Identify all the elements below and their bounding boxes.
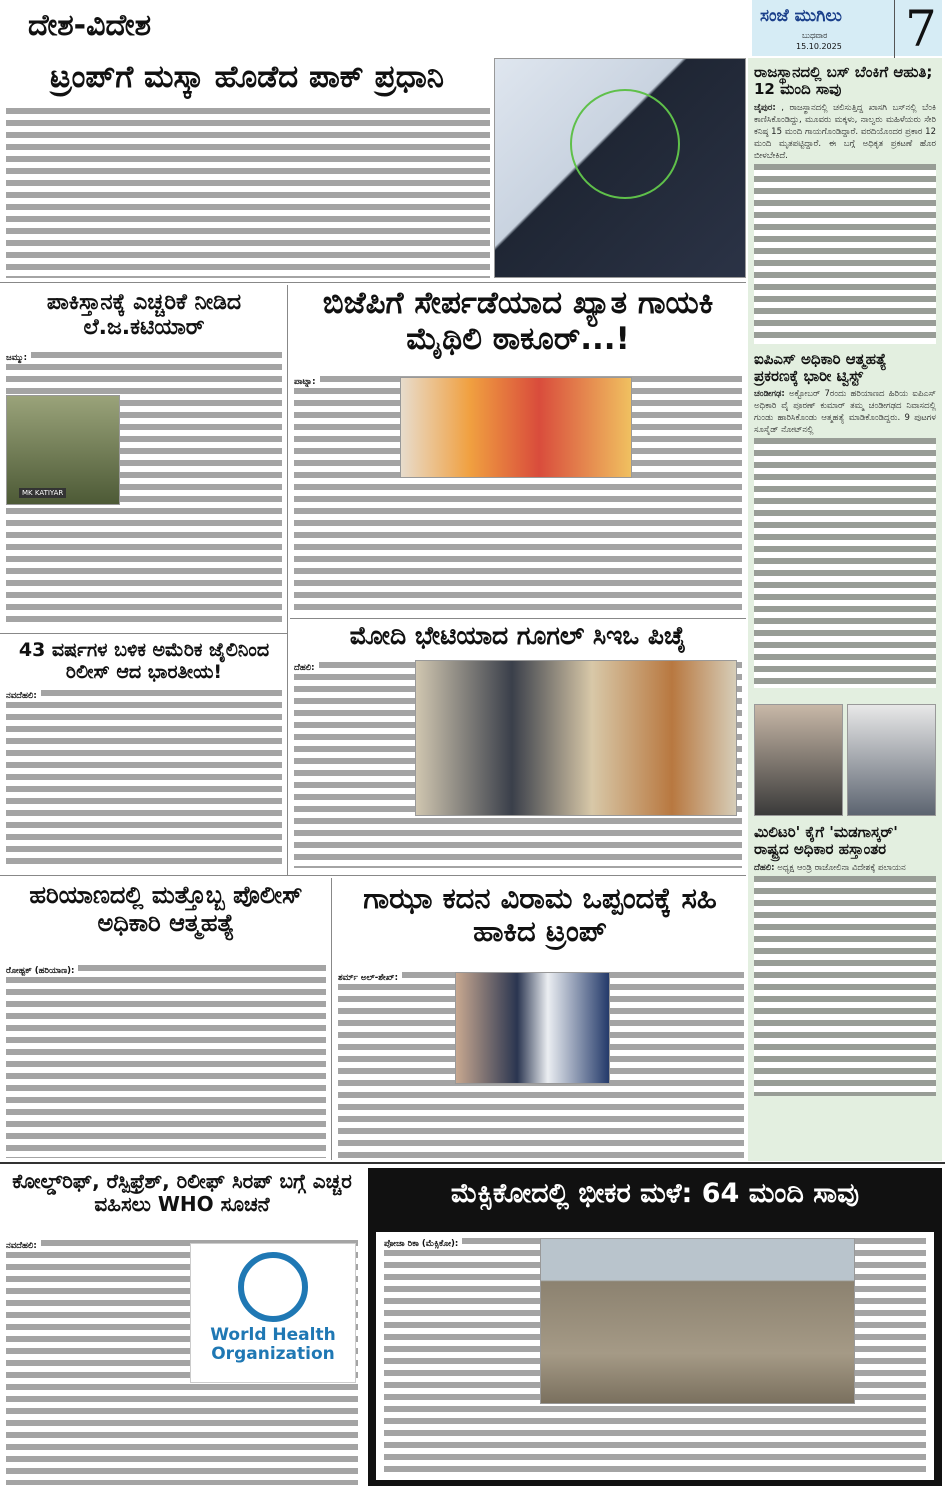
trump-headline: ಟ್ರಂಪ್‌ಗೆ ಮಸ್ಕಾ ಹೊಡೆದ ಪಾಕ್ ಪ್ರಧಾನಿ (49, 59, 445, 95)
mexico-dateline: ಪೋಜಾ ರಿಕಾ (ಮೆಕ್ಸಿಕೋ): (384, 1238, 462, 1250)
gaza-signing-photo (455, 972, 610, 1084)
haryana-dateline: ರೋಹ್ಟಕ್ (ಹರಿಯಾಣ): (6, 965, 78, 977)
page-number: 7 (894, 0, 937, 58)
officer-photo-2 (847, 704, 936, 816)
haryana-headline: ಹರಿಯಾಣದಲ್ಲಿ ಮತ್ತೊಬ್ಬ ಪೊಲೀಸ್ ಅಧಿಕಾರಿ ಆತ್ಮಹತ್ಯೆ (29, 881, 303, 937)
syrup-dateline: ನವದೆಹಲಿ: (6, 1240, 41, 1252)
masthead (752, 0, 942, 56)
haryana-body (6, 965, 326, 1158)
flood-photo (540, 1238, 855, 1404)
rajasthan-body (754, 102, 936, 347)
bjp-headline: ಬಿಜೆಪಿಗೆ ಸೇರ್ಪಡೆಯಾದ ಖ್ಯಾತ ಗಾಯಕಿ ಮೈಥಿಲಿ ಠಾಕೂರ್...! (322, 285, 714, 357)
google-headline: ಮೋದಿ ಭೇಟಿಯಾದ ಗೂಗಲ್ ಸಿಇಒ ಪಿಚೈ (349, 621, 687, 650)
madagascar-body (754, 862, 936, 1102)
katiyar-caption: MK KATIYAR (19, 488, 66, 498)
issue-date: 15.10.2025 (796, 42, 842, 51)
modi-pichai-photo (415, 660, 737, 816)
madagascar-headline: ಮಿಲಿಟರಿ' ಕೈಗೆ 'ಮಡಗಾಸ್ಕರ್' ರಾಷ್ಟ್ರದ ಅಧಿಕಾರ ಹಸ್ತಾಂತರ (754, 823, 898, 859)
rajasthan-headline: ರಾಜಸ್ಥಾನದಲ್ಲಿ ಬಸ್ ಬೆಂಕಿಗೆ ಆಹುತಿ; 12 ಮಂದಿ ಸಾವು (754, 63, 933, 99)
jail-dateline: ನವದೆಹಲಿ: (6, 690, 41, 702)
madagascar-dateline: ದೆಹಲಿ: (754, 862, 775, 873)
officer-photo-1 (754, 704, 843, 816)
paper-name: ಸಂಜೆ ಮುಗಿಲು (760, 6, 842, 26)
ips-body (754, 388, 936, 698)
bjp-dateline: ಪಾಟ್ನಾ: (294, 376, 320, 388)
who-logo (190, 1243, 356, 1383)
trump-body (6, 108, 490, 278)
pak-dateline: ಜಮ್ಮು: (6, 352, 31, 364)
rajasthan-lead: , ರಾಜಸ್ಥಾನದಲ್ಲಿ ಚಲಿಸುತ್ತಿದ್ದ ಖಾಸಗಿ ಬಸ್‌ನಲ್ಲಿ ಬೆಂಕಿ ಕಾಣಿಸಿಕೊಂಡಿದ್ದು, ಮೂವರು ಮಕ್ಕಳು, ನಾಲ್ವರು ಮಹಿಳೆಯರು ಸೇರಿ ಕನಿಷ್ಠ 15 ಮಂದಿ ಗಾಯಗೊಂಡಿದ್ದಾರೆ. ವರದಿಯೊಂದರ ಪ್ರಕಾರ 12 ಮಂದಿ ಮೃತಪಟ್ಟಿದ್ದಾರೆ. ಈ ಬಗ್ಗೆ ಅಧಿಕೃತ ಪ್ರಕಟಣೆ ಹೊರ ಬೀಳಬೇಕಿದೆ. (754, 102, 936, 161)
ips-dateline: ಚಂಡೀಗಢ: (754, 389, 785, 399)
trump-photo (494, 58, 746, 278)
rajasthan-dateline: ಜೈಪುರ: (754, 102, 776, 113)
ips-lead: ಅಕ್ಟೋಬರ್ 7ರಂದು ಹರಿಯಾಣದ ಹಿರಿಯ ಐಪಿಎಸ್ ಅಧಿಕಾರಿ ವೈ ಪೂರಣ್ ಕುಮಾರ್ ತಮ್ಮ ಚಂಡೀಗಢದ ನಿವಾಸದಲ್ಲಿ ಗುಂಡು ಹಾರಿಸಿಕೊಂಡು ಆತ್ಮಹತ್ಯೆ ಮಾಡಿಕೊಂಡಿದ್ದರು. 9 ಪುಟಗಳ ಸೂಸೈಡ್ ನೋಟ್‌ನಲ್ಲಿ (754, 389, 936, 435)
gaza-dateline: ಶರ್ಮ್ ಅಲ್-ಶೇಖ್: (338, 972, 402, 984)
who-logo-text: World Health Organization (210, 1325, 336, 1364)
syrup-headline: ಕೋಲ್ಡ್‌ರಿಫ್, ರೆಸ್ಪಿಫ್ರೆಶ್, ರಿಲೀಫ್ ಸಿರಪ್ ಬಗ್ಗೆ ಎಚ್ಚರ ವಹಿಸಲು WHO ಸೂಚನೆ (12, 1169, 352, 1216)
ips-headline: ಐಪಿಎಸ್ ಅಧಿಕಾರಿ ಆತ್ಮಹತ್ಯೆ ಪ್ರಕರಣಕ್ಕೆ ಭಾರೀ ಟ್ವಿಸ್ಟ್ (754, 349, 887, 385)
google-dateline: ದೆಹಲಿ: (294, 662, 319, 674)
mexico-story (368, 1168, 942, 1486)
section-title: ದೇಶ-ವಿದೇಶ (28, 8, 152, 43)
bjp-photo (400, 377, 632, 478)
katiyar-photo (6, 395, 120, 505)
jail-body (6, 690, 282, 870)
jail-headline: 43 ವರ್ಷಗಳ ಬಳಿಕ ಅಮೆರಿಕ ಜೈಲಿನಿಂದ ರಿಲೀಸ್ ಆದ ಭಾರತೀಯ! (18, 639, 270, 683)
madagascar-lead: ಅಧ್ಯಕ್ಷ ಆಂಡ್ರಿ ರಾಜೋಲಿನಾ ವಿದೇಶಕ್ಕೆ ಪಲಾಯನ (777, 862, 906, 873)
who-emblem-icon (238, 1252, 308, 1322)
pak-headline: ಪಾಕಿಸ್ತಾನಕ್ಕೆ ಎಚ್ಚರಿಕೆ ನೀಡಿದ ಲೆ.ಜ.ಕಟಿಯಾರ್ (46, 290, 242, 341)
sidebar (748, 58, 942, 1161)
issue-day: ಬುಧವಾರ (802, 31, 828, 40)
gaza-headline: ಗಾಝಾ ಕದನ ವಿರಾಮ ಒಪ್ಪಂದಕ್ಕೆ ಸಹಿ ಹಾಕಿದ ಟ್ರಂಪ್ (363, 881, 717, 949)
mexico-headline: ಮೆಕ್ಸಿಕೋದಲ್ಲಿ ಭೀಕರ ಮಳೆ: 64 ಮಂದಿ ಸಾವು (450, 1178, 860, 1209)
